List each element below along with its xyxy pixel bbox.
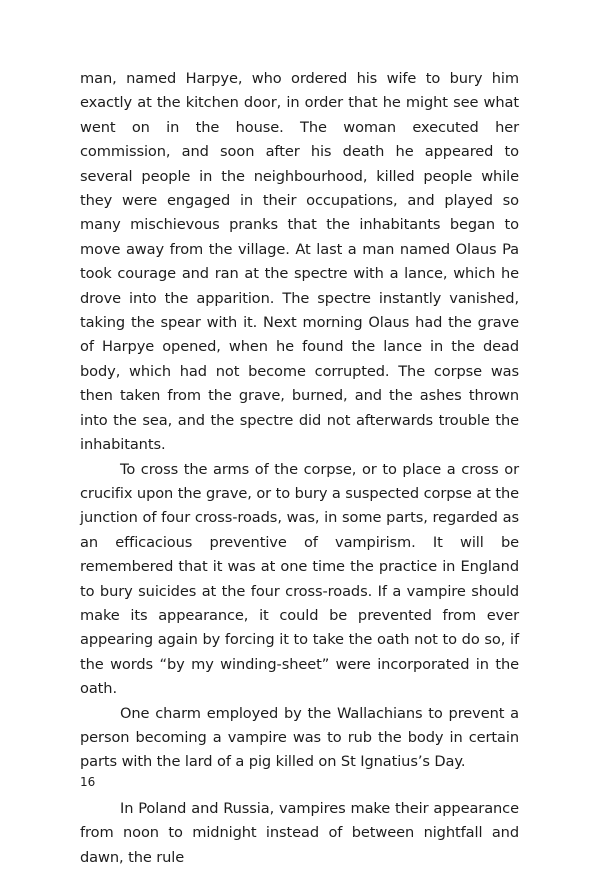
paragraph-1: man, named Harpye, who ordered his wife to bury him exactly at the kitchen door, in order that he might see what went on in the house. The woman executed her commission, and soon after his death he appeared to several people in the neighbourhood, killed people while they were engaged in their occupations, and played so many mischievous pranks that the inhabitants began to move away from the village. At last a man named Olaus Pa took courage and ran at the spectre with a lance, which he drove into the apparition. The spectre instantly vanished, taking the spear with it. Next morning Olaus had the grave of Harpye opened, when he found the lance in the dead body, which had not become corrupted. The corpse was then taken from the grave, burned, and the ashes thrown into the sea, and the spectre did not afterwards trouble the inhabitants. [80, 70, 519, 454]
page-number: 16 [80, 775, 96, 789]
paragraph-2: To cross the arms of the corpse, or to place a cross or crucifix upon the grave, or to bury a suspected corpse at the junction of four cross-roads, was, in some parts, regarded as an efficacious preventive of vampirism. It will be remembered that it was at one time the practice in England to bury suicides at the four cross-roads. If a vampire should make its appearance, it could be prevented from ever appearing again by forcing it to take the oath not to do so, if the words “by my winding-sheet” were incorporated in the oath. [80, 460, 519, 698]
paragraph-4: In Poland and Russia, vampires make their appearance from noon to midnight instead of between nightfall and dawn, the rule [80, 799, 519, 866]
paragraph-3: One charm employed by the Wallachians to prevent a person becoming a vampire was to rub the body in certain parts with the lard of a pig killed on St Ignatius’s Day. [80, 704, 519, 771]
page-body [80, 67, 519, 870]
section-gap [80, 775, 519, 797]
